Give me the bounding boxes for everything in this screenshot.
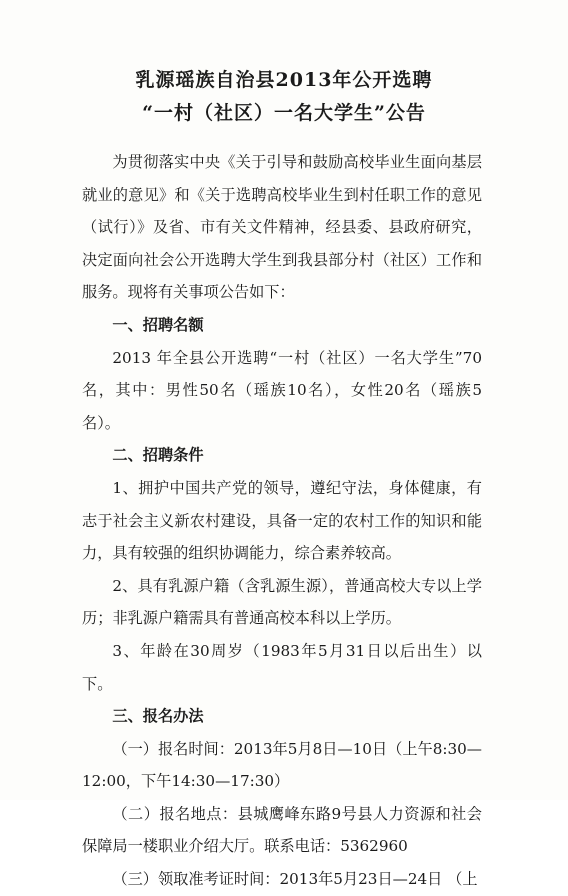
section-heading-conditions: 二、招聘条件 (112, 446, 204, 465)
method-item-2: （二）报名地点：县城鹰峰东路9号县人力资源和社会保障局一楼职业介绍大厅。联系电话：5362960 (82, 804, 482, 856)
document-title (0, 64, 568, 130)
title-line-1: 乳源瑶族自治县2013年公开选聘 (135, 69, 433, 91)
title-line-2: “一村（社区）一名大学生”公告 (142, 102, 426, 124)
section-heading-method: 三、报名办法 (112, 707, 204, 726)
section-heading-quota: 一、招聘名额 (112, 315, 204, 334)
condition-item-3: 3、年龄在30周岁（1983年5月31日以后出生）以下。 (82, 641, 482, 693)
quota-paragraph: 2013 年全县公开选聘“一村（社区）一名大学生”70名，其中：男性50名（瑶族10名），女性20名（瑶族5名）。 (82, 348, 482, 432)
method-item-1: （一）报名时间：2013年5月8日—10日（上午8:30—12:00，下午14:30—17:30） (82, 739, 482, 791)
intro-paragraph: 为贯彻落实中央《关于引导和鼓励高校毕业生面向基层就业的意见》和《关于选聘高校毕业生到村任职工作的意见（试行）》及省、市有关文件精神，经县委、县政府研究，决定面向社会公开选聘大学生到我县部分村（社区）工作和服务。现将有关事项公告如下： (82, 153, 482, 302)
method-item-3: （三）领取准考证时间：2013年5月23日—24日 （上 (112, 870, 478, 889)
condition-item-1: 1、拥护中国共产党的领导，遵纪守法，身体健康，有志于社会主义新农村建设，具备一定的农村工作的知识和能力，具有较强的组织协调能力，综合素养较高。 (82, 478, 482, 563)
document-body (82, 146, 482, 896)
condition-item-2: 2、具有乳源户籍（含乳源生源），普通高校大专以上学历；非乳源户籍需具有普通高校本科以上学历。 (82, 576, 482, 628)
